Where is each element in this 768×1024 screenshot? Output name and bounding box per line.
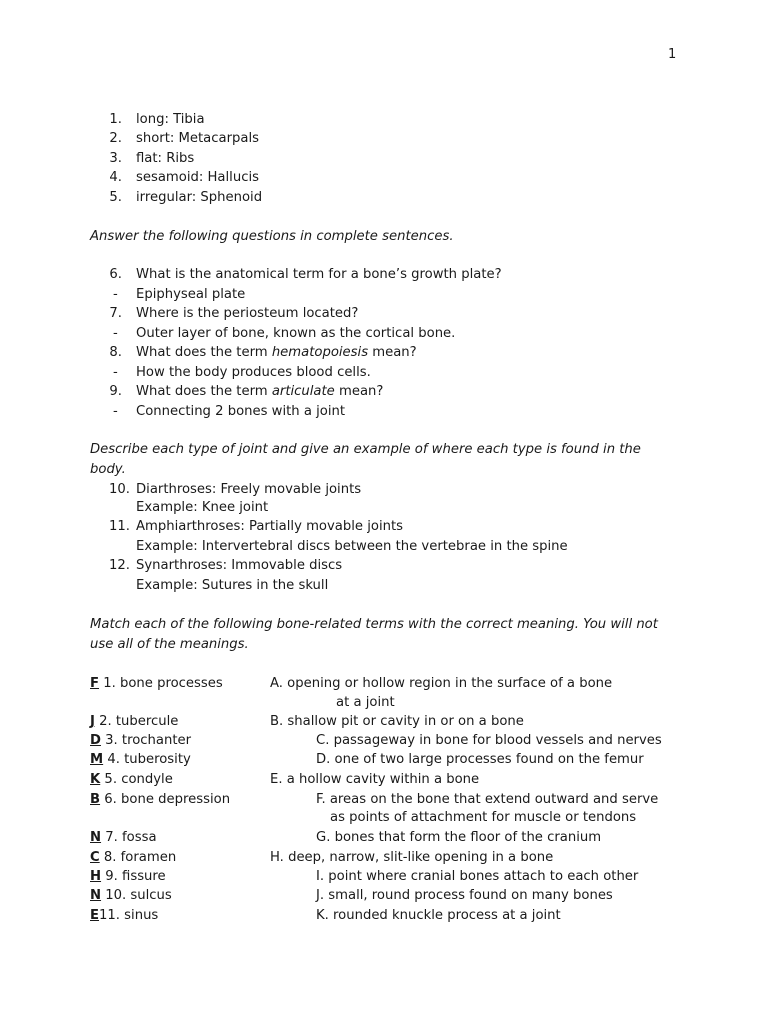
- question-number: 6.: [109, 267, 122, 282]
- meaning-row: A. opening or hollow region in the surface of a bone: [270, 676, 613, 691]
- term-row: N 7. fossa: [90, 830, 157, 845]
- joint-type: Diarthroses: Freely movable joints: [136, 482, 362, 497]
- answer: Epiphyseal plate: [136, 287, 246, 302]
- answer: Connecting 2 bones with a joint: [136, 404, 346, 419]
- answer-letter: M: [90, 752, 104, 767]
- answer-letter: D: [90, 733, 101, 748]
- question-number: 9.: [109, 384, 122, 399]
- meaning-row: K. rounded knuckle process at a joint: [316, 908, 561, 923]
- section-instruction: Answer the following questions in complete sentences.: [90, 229, 454, 244]
- term-row: E11. sinus: [90, 908, 159, 923]
- answer-letter: H: [90, 869, 102, 884]
- joint-number: 11.: [109, 519, 130, 534]
- joint-type: Synarthroses: Immovable discs: [136, 558, 343, 573]
- page-number: 1: [668, 47, 677, 62]
- meaning-row: G. bones that form the floor of the cranium: [316, 830, 602, 845]
- joint-example: Example: Sutures in the skull: [136, 578, 329, 593]
- question: Where is the periosteum located?: [136, 306, 359, 321]
- list-item: long: Tibia: [136, 112, 205, 127]
- question-number: 8.: [109, 345, 122, 360]
- term-row: C 8. foramen: [90, 850, 177, 865]
- meaning-row: B. shallow pit or cavity in or on a bone: [270, 714, 524, 729]
- meaning-row: J. small, round process found on many bones: [316, 888, 613, 903]
- term-row: H 9. fissure: [90, 869, 166, 884]
- joint-example: Example: Intervertebral discs between the vertebrae in the spine: [136, 539, 568, 554]
- list-item: sesamoid: Hallucis: [136, 170, 259, 185]
- joint-number: 10.: [109, 482, 130, 497]
- answer-dash: -: [113, 365, 118, 380]
- answer-letter: E: [90, 908, 100, 923]
- term-row: N 10. sulcus: [90, 888, 172, 903]
- term-row: J 2. tubercule: [90, 714, 179, 729]
- answer-letter: F: [90, 676, 100, 691]
- answer-letter: N: [90, 830, 102, 845]
- term-row: K 5. condyle: [90, 772, 173, 787]
- meaning-row: C. passageway in bone for blood vessels and nerves: [316, 733, 662, 748]
- answer-letter: B: [90, 792, 101, 807]
- answer-dash: -: [113, 404, 118, 419]
- meaning-row: D. one of two large processes found on the femur: [316, 752, 644, 767]
- meaning-row: E. a hollow cavity within a bone: [270, 772, 480, 787]
- section-instruction-continued: body.: [90, 462, 126, 477]
- answer-dash: -: [113, 287, 118, 302]
- answer-letter: N: [90, 888, 102, 903]
- section-instruction-continued: use all of the meanings.: [90, 637, 249, 652]
- meaning-row: H. deep, narrow, slit-like opening in a bone: [270, 850, 554, 865]
- answer-letter: K: [90, 772, 101, 787]
- meaning-row-continued: at a joint: [336, 695, 395, 710]
- answer-letter: J: [90, 714, 95, 729]
- question-number: 7.: [109, 306, 122, 321]
- answer-dash: -: [113, 326, 118, 341]
- question: What does the term hematopoiesis mean?: [136, 345, 417, 360]
- list-item: short: Metacarpals: [136, 131, 260, 146]
- meaning-row: I. point where cranial bones attach to each other: [316, 869, 639, 884]
- joint-example: Example: Knee joint: [136, 500, 269, 515]
- list-number: 2.: [109, 131, 122, 146]
- list-number: 5.: [109, 190, 122, 205]
- list-number: 4.: [109, 170, 122, 185]
- meaning-row: F. areas on the bone that extend outward and serve: [316, 792, 659, 807]
- list-number: 3.: [109, 151, 122, 166]
- list-item: irregular: Sphenoid: [136, 190, 263, 205]
- term-row: M 4. tuberosity: [90, 752, 191, 767]
- question: What does the term articulate mean?: [136, 384, 384, 399]
- list-number: 1.: [109, 112, 122, 127]
- answer-letter: C: [90, 850, 100, 865]
- question: What is the anatomical term for a bone’s growth plate?: [136, 267, 502, 282]
- section-instruction: Match each of the following bone-related terms with the correct meaning. You will not: [90, 617, 658, 632]
- joint-type: Amphiarthroses: Partially movable joints: [136, 519, 404, 534]
- answer: How the body produces blood cells.: [136, 365, 371, 380]
- joint-number: 12.: [109, 558, 130, 573]
- term-row: D 3. trochanter: [90, 733, 192, 748]
- term-row: B 6. bone depression: [90, 792, 231, 807]
- section-instruction: Describe each type of joint and give an example of where each type is found in the: [90, 442, 641, 457]
- list-item: flat: Ribs: [136, 151, 195, 166]
- term-row: F 1. bone processes: [90, 676, 223, 691]
- meaning-row-continued: as points of attachment for muscle or tendons: [330, 810, 637, 825]
- answer: Outer layer of bone, known as the cortical bone.: [136, 326, 456, 341]
